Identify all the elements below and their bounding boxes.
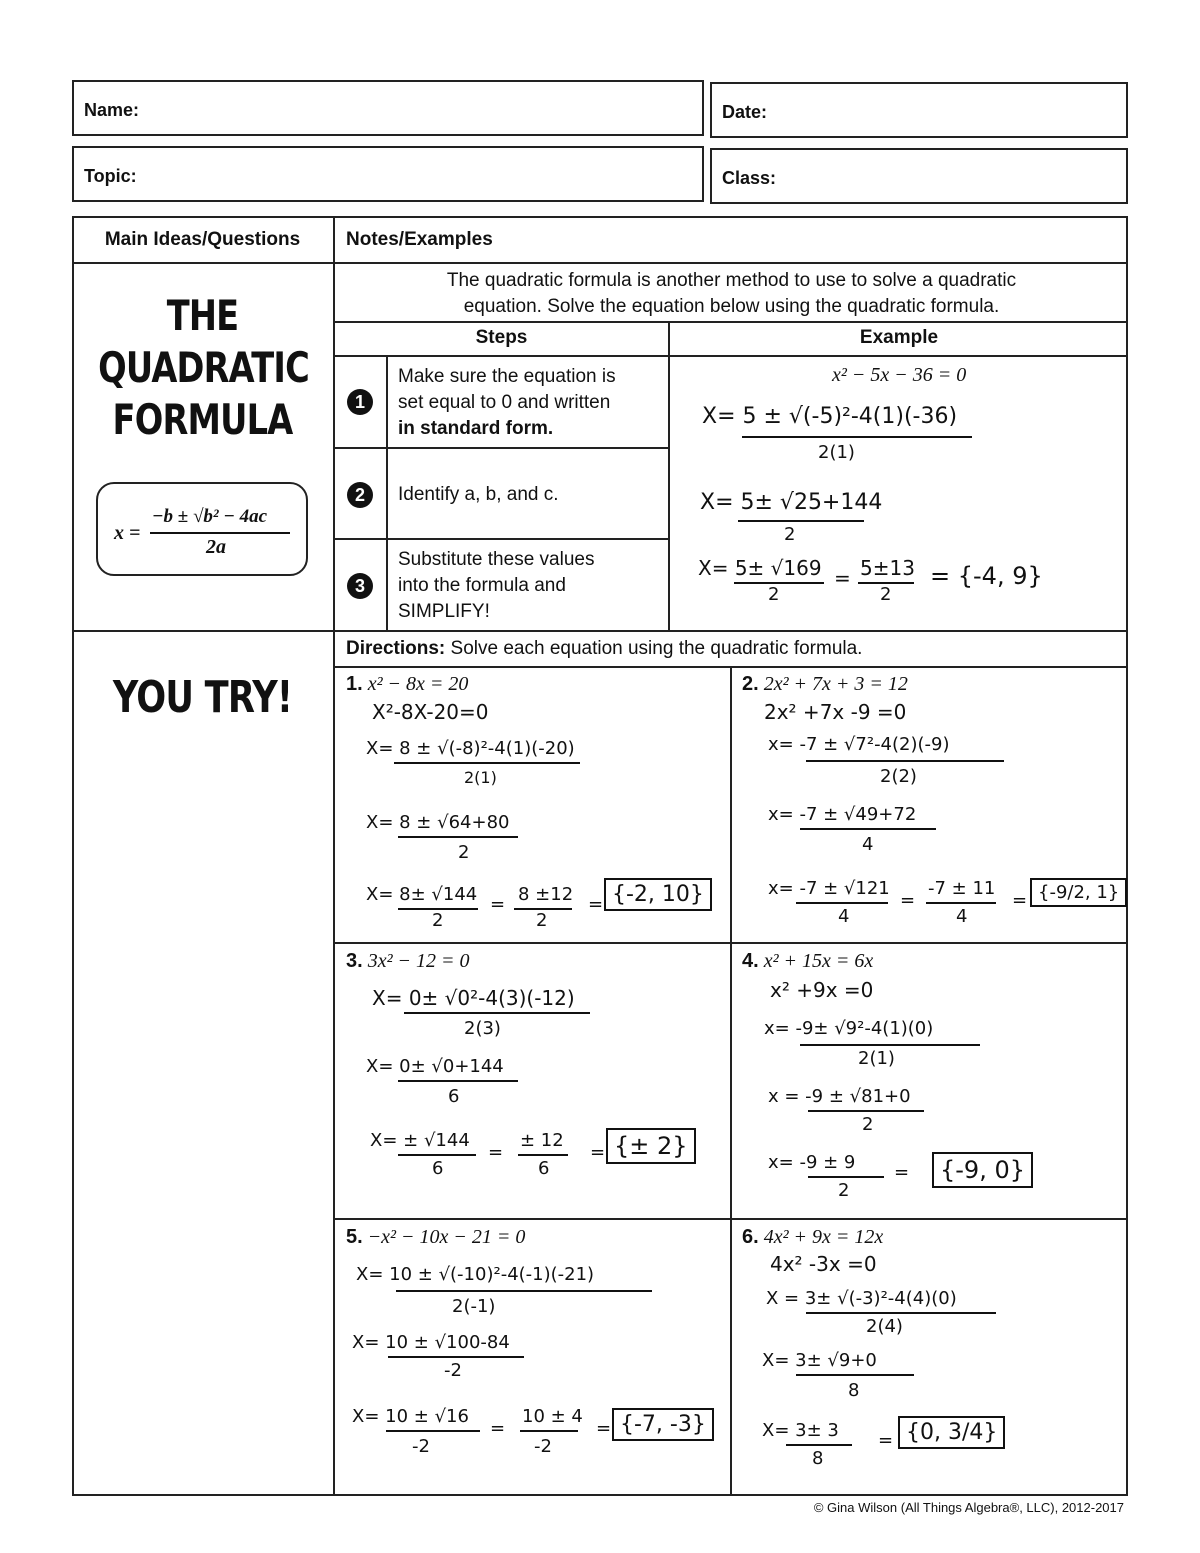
column-divider <box>333 216 335 1496</box>
work-line: 2(3) <box>464 1018 501 1039</box>
step-line: set equal to 0 and written <box>398 392 611 413</box>
work-line: 4x² -3x =0 <box>770 1252 877 1276</box>
problem-equation: x² + 15x = 6x <box>763 950 874 972</box>
topic-field[interactable] <box>72 146 704 202</box>
example-step3-denominator: 2 <box>768 584 780 605</box>
directions-text: Solve each equation using the quadratic formula. <box>445 638 863 659</box>
work-line: X= 8 ± √64+80 <box>366 812 510 833</box>
fraction-bar <box>386 1430 480 1432</box>
problem <box>346 673 468 696</box>
answer-box: {± 2} <box>606 1128 696 1164</box>
fraction-bar <box>796 902 888 904</box>
step-line: in standard form. <box>398 418 554 439</box>
section-title <box>72 290 333 446</box>
work-line: 6 <box>538 1158 550 1179</box>
fraction-bar <box>800 828 936 830</box>
fraction-bar <box>398 1154 476 1156</box>
answer-box: {0, 3/4} <box>898 1416 1005 1449</box>
grid-line <box>730 666 732 1496</box>
work-line: 2(2) <box>880 766 917 787</box>
fraction-bar <box>404 1012 590 1014</box>
work-line: ± 12 <box>520 1130 564 1151</box>
example-equation: x² − 5x − 36 = 0 <box>832 364 967 386</box>
formula-lhs: x = <box>114 522 141 544</box>
example-solution: = {-4, 9} <box>930 562 1043 590</box>
work-line: x² +9x =0 <box>770 978 874 1002</box>
steps-header-line <box>335 355 1128 357</box>
fraction-bar <box>394 762 580 764</box>
work-line: -7 ± 11 <box>928 878 996 899</box>
work-line: 2 <box>862 1114 874 1135</box>
work-line: x= -9± √9²-4(1)(0) <box>764 1018 934 1039</box>
you-try-title: YOU TRY! <box>112 672 293 723</box>
equals-sign: = <box>900 890 916 911</box>
equals-sign: = <box>596 1418 612 1439</box>
work-line: x= -7 ± √49+72 <box>768 804 917 825</box>
problem <box>742 1226 883 1249</box>
fraction-bar <box>806 1312 996 1314</box>
header-divider <box>72 262 1128 264</box>
step-line: Substitute these values <box>398 549 595 570</box>
equals-sign: = <box>1012 890 1028 911</box>
work-line: X= 8± √144 <box>366 884 478 905</box>
work-line: 4 <box>956 906 968 927</box>
answer-box: {-2, 10} <box>604 878 712 911</box>
fraction-bar <box>520 1430 578 1432</box>
work-line: X²-8X-20=0 <box>372 700 489 724</box>
title-line: THE <box>166 291 239 340</box>
copyright-footer: © Gina Wilson (All Things Algebra®, LLC), 2012-2017 <box>813 1500 1124 1515</box>
work-line: 8 ±12 <box>518 884 574 905</box>
equals-sign: = <box>590 1142 606 1163</box>
work-line: 2 <box>838 1180 850 1201</box>
fraction-bar <box>388 1356 524 1358</box>
name-label: Name: <box>84 100 140 120</box>
title-line: QUADRATIC <box>98 343 309 392</box>
work-line: 2x² +7x -9 =0 <box>764 700 907 724</box>
formula-denominator: 2a <box>206 536 226 558</box>
left-column-header: Main Ideas/Questions <box>104 229 301 250</box>
example-step3b-denominator: 2 <box>880 584 892 605</box>
steps-header: Steps <box>475 327 528 348</box>
answer-box: {-7, -3} <box>612 1408 714 1441</box>
step-number-divider <box>386 355 388 630</box>
right-column-header: Notes/Examples <box>346 229 493 250</box>
problem-number: 6. <box>742 1226 759 1248</box>
work-line: X= 8 ± √(-8)²-4(1)(-20) <box>366 738 575 759</box>
steps-example-divider <box>668 321 670 630</box>
class-field[interactable] <box>710 148 1128 204</box>
title-line: FORMULA <box>112 395 293 444</box>
step-number-badge: 3 <box>347 573 373 599</box>
example-header: Example <box>859 327 939 348</box>
problem-equation: 4x² + 9x = 12x <box>763 1226 884 1248</box>
work-line: X= 3± √9+0 <box>762 1350 877 1371</box>
work-line: 2(-1) <box>452 1296 496 1317</box>
step-text <box>398 547 594 625</box>
work-line: -2 <box>412 1436 430 1457</box>
fraction-bar <box>518 1154 568 1156</box>
work-line: 2(1) <box>858 1048 895 1069</box>
work-line: 4 <box>838 906 850 927</box>
work-line: x= -7 ± √121 <box>768 878 890 899</box>
work-line: x= -7 ± √7²-4(2)(-9) <box>768 734 950 755</box>
problem <box>346 950 470 973</box>
step-number-badge: 2 <box>347 482 373 508</box>
work-line: -2 <box>444 1360 462 1381</box>
date-field[interactable] <box>710 82 1128 138</box>
example-step1-numerator: X= 5 ± √(-5)²-4(1)(-36) <box>702 404 958 429</box>
fraction-bar <box>396 1290 652 1292</box>
work-line: X = 3± √(-3)²-4(4)(0) <box>766 1288 957 1309</box>
name-field[interactable] <box>72 80 704 136</box>
work-line: 2(1) <box>464 768 497 787</box>
work-line: -2 <box>534 1436 552 1457</box>
intro-line: The quadratic formula is another method to use to solve a quadratic <box>446 270 1017 291</box>
fraction-bar <box>742 436 972 438</box>
step-line: Make sure the equation is <box>398 366 616 387</box>
work-line: 2 <box>458 842 470 863</box>
work-line: X= 10 ± √(-10)²-4(-1)(-21) <box>356 1264 595 1285</box>
equals-sign: = <box>878 1430 894 1451</box>
problem <box>742 673 908 696</box>
answer-box: {-9/2, 1} <box>1030 878 1127 907</box>
step-text <box>398 364 616 442</box>
work-line: X= 10 ± √100-84 <box>352 1332 510 1353</box>
work-line: X= 0± √0+144 <box>366 1056 504 1077</box>
class-label: Class: <box>722 168 777 188</box>
example-step2-denominator: 2 <box>784 524 796 545</box>
directions-label: Directions: <box>346 638 446 659</box>
fraction-bar <box>786 1444 852 1446</box>
problem-number: 5. <box>346 1226 363 1248</box>
example-step1-denominator: 2(1) <box>818 442 855 463</box>
problem-number: 4. <box>742 950 759 972</box>
work-line: 2(4) <box>866 1316 903 1337</box>
problem-equation: 2x² + 7x + 3 = 12 <box>763 673 908 695</box>
equals-sign: = <box>490 1418 506 1439</box>
quadratic-formula-box <box>96 482 308 576</box>
fraction-bar <box>800 1044 980 1046</box>
example-step2-numerator: X= 5± √25+144 <box>700 490 883 515</box>
answer-box: {-9, 0} <box>932 1152 1033 1188</box>
fraction-bar <box>398 1080 518 1082</box>
equals-sign: = <box>894 1162 910 1183</box>
step-line: Identify a, b, and c. <box>398 484 559 505</box>
fraction-bar <box>398 836 518 838</box>
date-label: Date: <box>722 102 768 122</box>
problem-equation: x² − 8x = 20 <box>367 673 469 695</box>
work-line: 2 <box>432 910 444 931</box>
directions <box>346 638 862 660</box>
problem-number: 1. <box>346 673 363 695</box>
problem-number: 2. <box>742 673 759 695</box>
fraction-bar <box>796 1374 914 1376</box>
intro-line: equation. Solve the equation below using the quadratic formula. <box>463 296 1000 317</box>
equals-sign: = <box>488 1142 504 1163</box>
problem-equation: −x² − 10x − 21 = 0 <box>367 1226 526 1248</box>
equals-sign: = <box>834 566 851 590</box>
work-line: 8 <box>848 1380 860 1401</box>
work-line: x= -9 ± 9 <box>768 1152 856 1173</box>
fraction-bar <box>808 1110 924 1112</box>
step-line: into the formula and <box>398 575 566 596</box>
equals-sign: = <box>490 894 506 915</box>
problem <box>742 950 873 973</box>
step-number-badge: 1 <box>347 389 373 415</box>
fraction-bar <box>806 760 1004 762</box>
fraction-bar <box>926 902 996 904</box>
work-line: 6 <box>432 1158 444 1179</box>
work-line: 4 <box>862 834 874 855</box>
problem-equation: 3x² − 12 = 0 <box>367 950 470 972</box>
work-line: 6 <box>448 1086 460 1107</box>
work-line: X= 0± √0²-4(3)(-12) <box>372 986 575 1010</box>
equals-sign: = <box>588 894 604 915</box>
work-line: 2 <box>536 910 548 931</box>
topic-label: Topic: <box>84 166 137 186</box>
step-divider <box>335 447 668 449</box>
work-line: x = -9 ± √81+0 <box>768 1086 911 1107</box>
formula-fraction-bar <box>150 532 290 534</box>
fraction-bar <box>808 1176 884 1178</box>
formula-numerator: −b ± √b² − 4ac <box>152 506 268 527</box>
grid-line <box>335 942 1128 944</box>
steps-top-line <box>335 321 1128 323</box>
problem-number: 3. <box>346 950 363 972</box>
fraction-bar <box>738 520 864 522</box>
example-step3b-numerator: 5±13 <box>860 556 915 580</box>
step-divider <box>335 538 668 540</box>
grid-line <box>335 1218 1128 1220</box>
step-text <box>398 482 559 508</box>
work-line: 8 <box>812 1448 824 1469</box>
work-line: X= 10 ± √16 <box>352 1406 469 1427</box>
problem <box>346 1226 525 1249</box>
section-divider <box>72 630 1128 632</box>
step-line: SIMPLIFY! <box>398 601 490 622</box>
work-line: X= 3± 3 <box>762 1420 839 1441</box>
intro-text <box>335 268 1128 320</box>
work-line: X= ± √144 <box>370 1130 470 1151</box>
example-step3-numerator: X= 5± √169 <box>698 556 822 580</box>
work-line: 10 ± 4 <box>522 1406 583 1427</box>
